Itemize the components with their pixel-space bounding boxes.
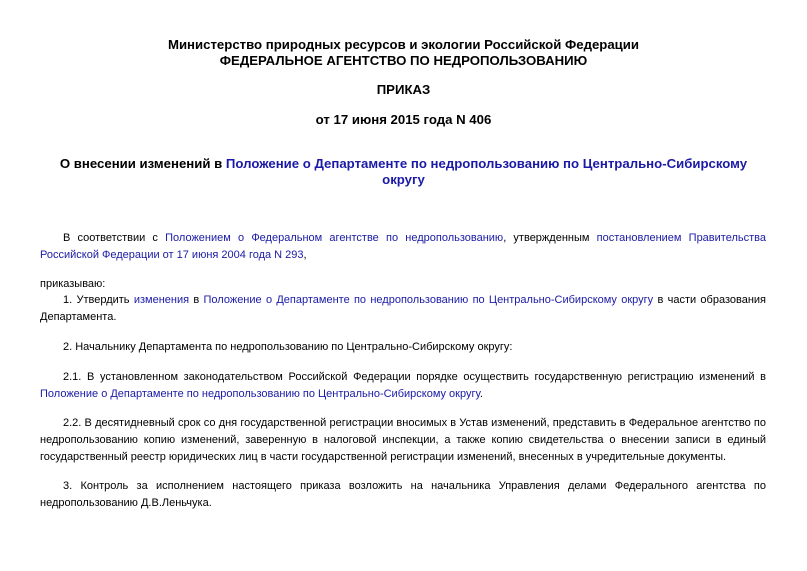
link-department-regulation-2[interactable]: Положение о Департаменте по недропользованию по Центрально-Сибирскому округу (40, 388, 480, 400)
title-link[interactable] (226, 156, 747, 187)
title-link-line2[interactable]: округу (382, 172, 425, 187)
p2-text3: в части образования Департамента. (40, 294, 767, 323)
p4-text2: . (479, 388, 483, 400)
paragraph-basis (40, 230, 766, 264)
p2-text1: 1. Утвердить (63, 294, 134, 306)
document-title (40, 156, 767, 188)
link-regulation-agency[interactable]: Положением о Федеральном агентстве по недропользованию (165, 232, 504, 244)
link-changes[interactable]: изменения (133, 294, 190, 306)
link-department-regulation[interactable]: Положение о Департаменте по недропользованию по Центрально-Сибирскому округу (203, 294, 654, 306)
document-date: от 17 июня 2015 года N 406 (315, 112, 492, 127)
title-link-line1[interactable]: Положение о Департаменте по недропользованию по Центрально-Сибирскому (225, 156, 748, 171)
agency-name: ФЕДЕРАЛЬНОЕ АГЕНТСТВО ПО НЕДРОПОЛЬЗОВАНИЮ (219, 53, 588, 68)
document-type: ПРИКАЗ (376, 82, 431, 97)
paragraph-item-2-2: 2.2. В десятидневный срок со дня государственной регистрации вносимых в Устав изменений, представить в Федеральное агентство по недропользованию копию изменений, заверенную в налоговой инспекции, а также копию свидетельства о внесении записи в единый государственный реестр юридических лиц в части государственной регистрации изменений, внесенных в учредительные документы. (40, 417, 766, 463)
link-government-resolution[interactable]: постановлением Правительства Российской Федерации от 17 июня 2004 года N 293 (40, 232, 766, 261)
p1-text2: , утвержденным (503, 232, 597, 244)
ministry-name: Министерство природных ресурсов и экологии Российской Федерации (167, 37, 640, 52)
paragraph-item-2-1 (40, 369, 766, 403)
paragraph-item-2: 2. Начальнику Департамента по недропользованию по Центрально-Сибирскому округу: (63, 341, 513, 353)
paragraph-item-1 (40, 292, 766, 326)
p1-text1: В соответствии с (63, 232, 166, 244)
paragraph-item-3: 3. Контроль за исполнением настоящего приказа возложить на начальника Управления делами Федерального агентства по недропользованию Д.В.Леньчука. (40, 480, 766, 509)
paragraph-order-word: приказываю: (40, 278, 106, 290)
title-prefix: О внесении изменений в (59, 156, 226, 171)
p1-text3: , (303, 249, 307, 261)
p4-text1: 2.1. В установленном законодательством Российской Федерации порядке осуществить государственную регистрацию изменений в (63, 371, 766, 383)
p2-text2: в (189, 294, 204, 306)
